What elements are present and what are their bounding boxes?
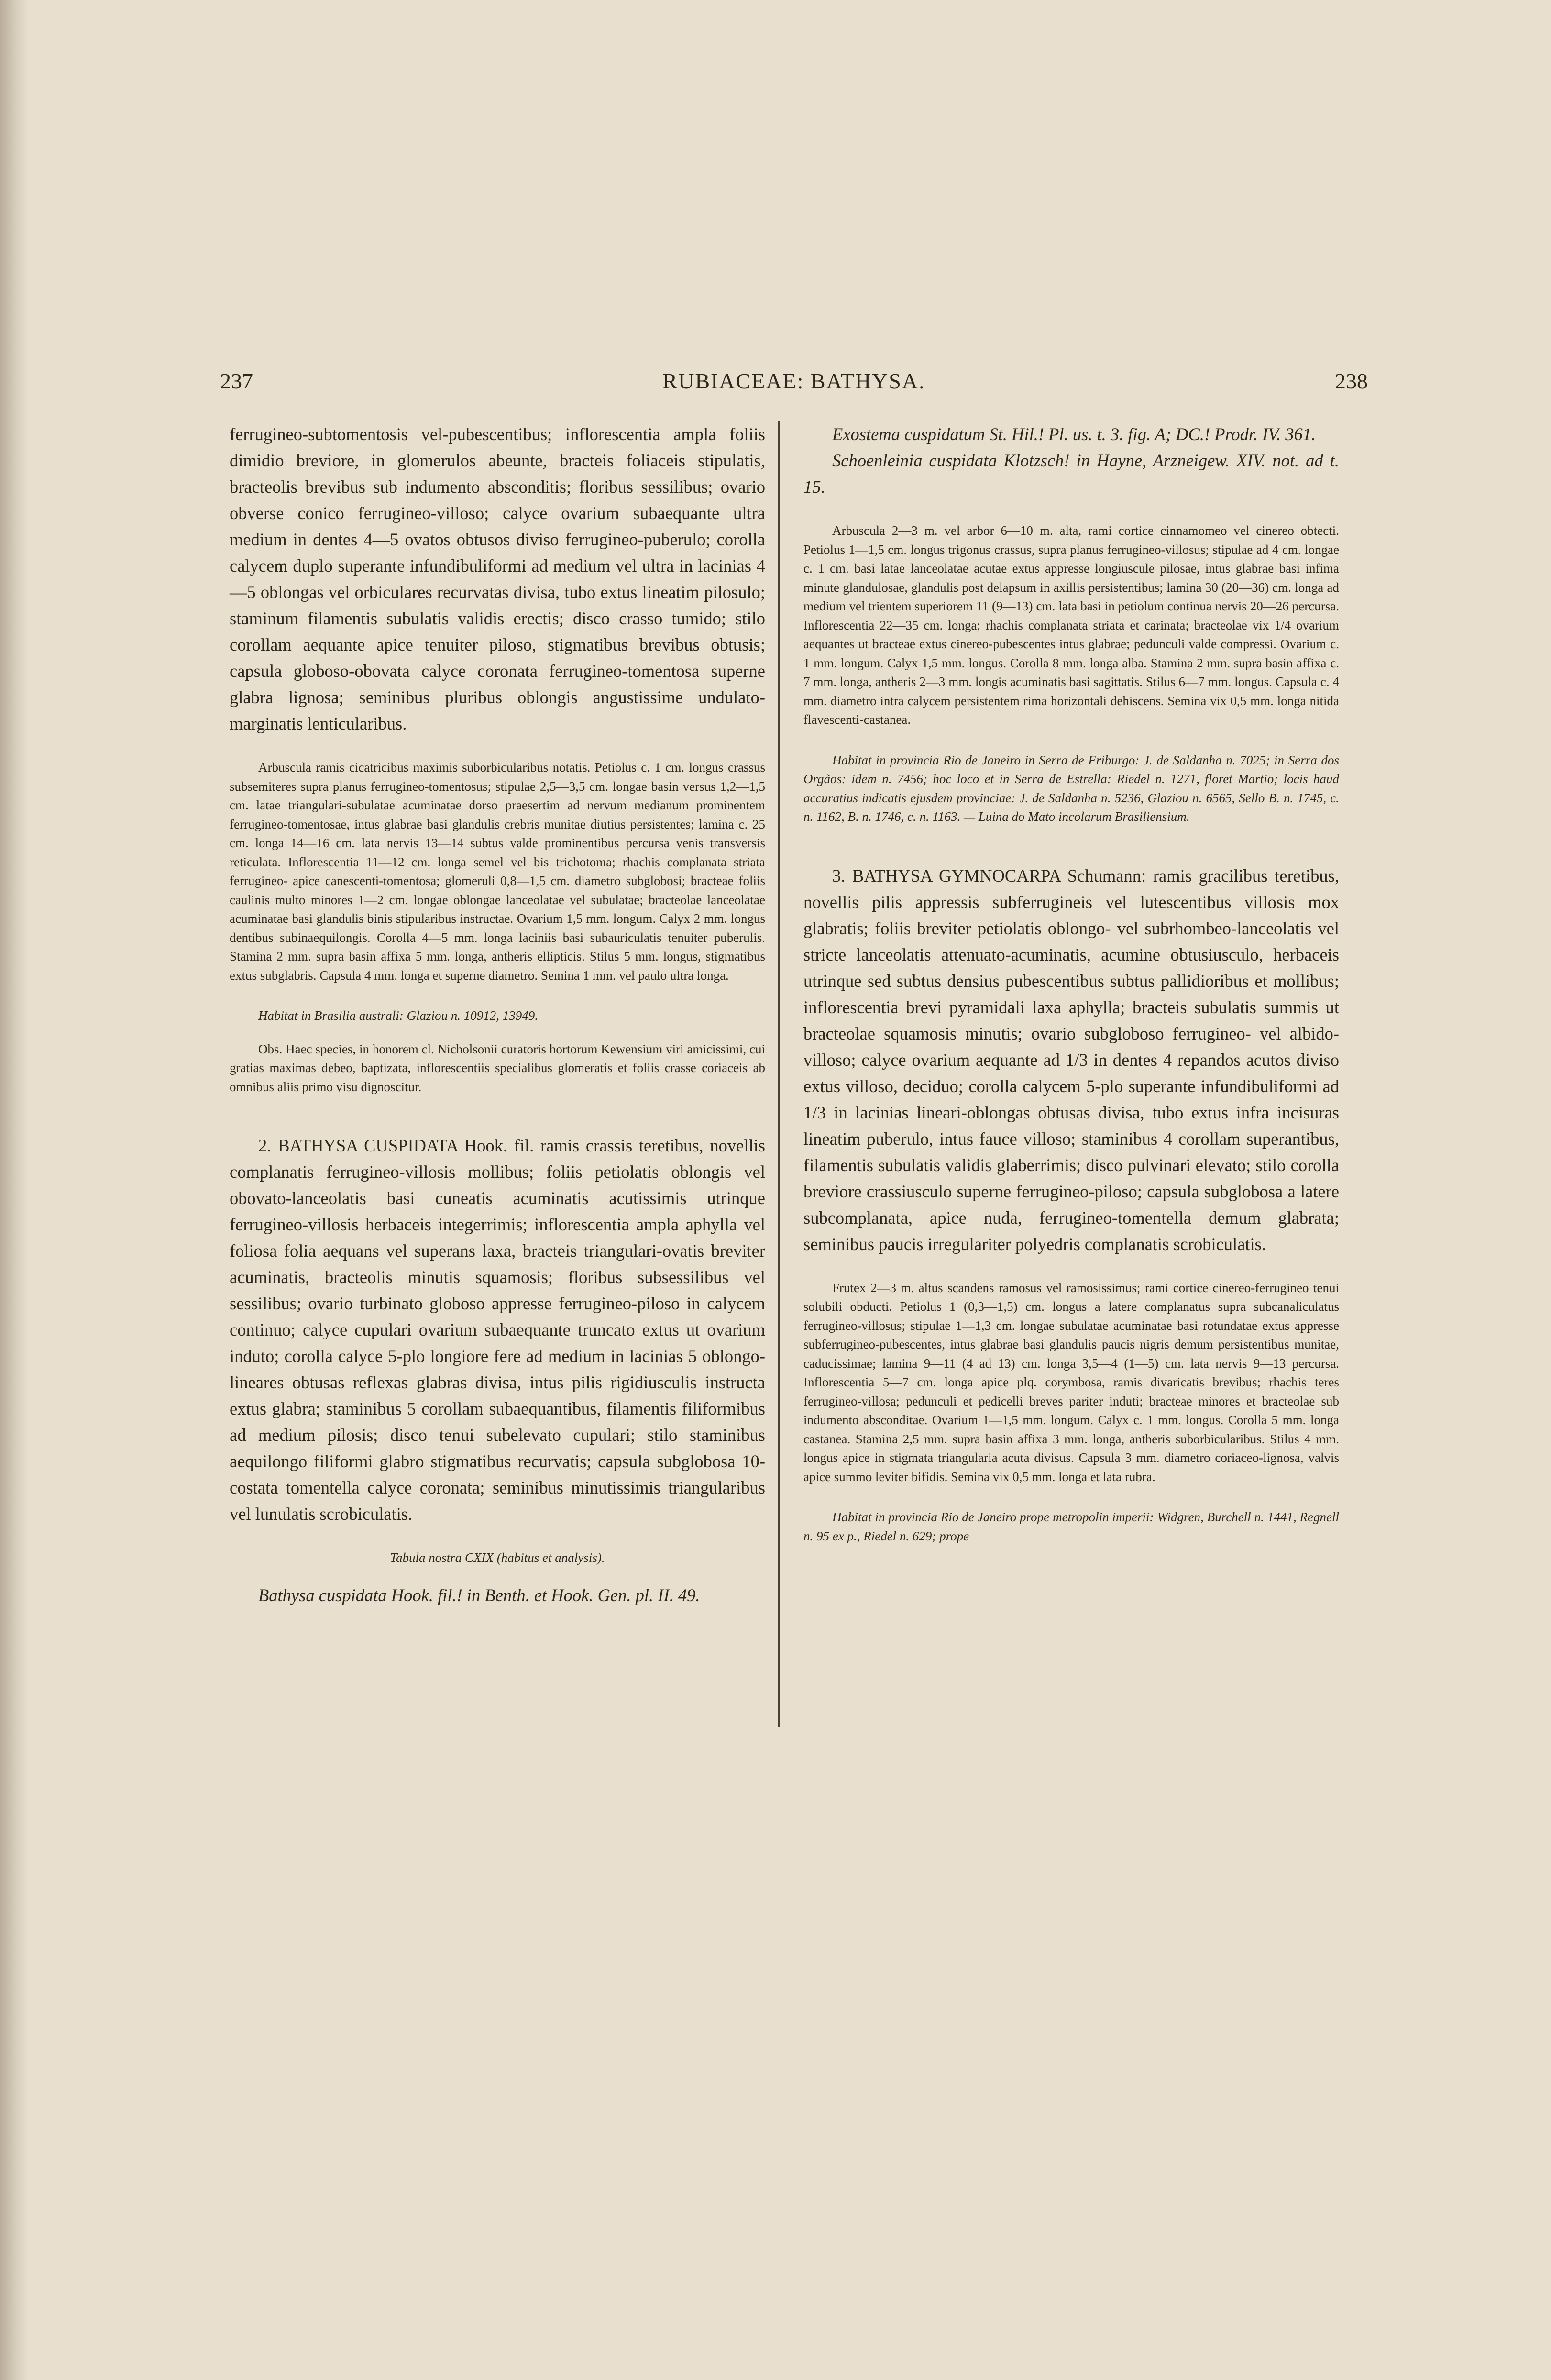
book-spine-shadow	[0, 0, 29, 2380]
species-3-description: 3. BATHYSA GYMNOCARPA Schumann: ramis gracilibus teretibus, novellis pilis appressis subferrugineis vel lutescentibus villosis mox glabratis; foliis breviter petiolatis oblongo- vel subrhombeo-lanceolatis vel stricte lanceolatis attenuato-acuminatis, acumine obtusiusculo, herbaceis utrinque sed subtus densius pubescentibus subtus pallidioribus et mollibus; inflorescentia brevi pyramidali laxa aphylla; bracteis subulatis summis ut bracteolae squamosis minutis; ovario subgloboso ferrugineo- vel albido-villoso; calyce ovarium aequante ad 1/3 in dentes 4 repandos acutos diviso extus villoso, deciduo; corolla calycem 5-plo superante infundibuliformi ad 1/3 in lacinias lineari-oblongas obtusas divisa, tubo extus infra incisuras lineatim puberulo, intus fauce villoso; staminibus 4 corollam superantibus, filamentis subulatis validis glaberrimis; disco pulvinari elevato; stilo corolla breviore crassiusculo superne ferrugineo-piloso; capsula subglobosa a latere subcomplanata, apice nuda, ferrugineo-tomentella demum glabrata; seminibus paucis irregulariter polyedris complanatis scrobiculatis.	[803, 865, 1339, 1254]
species-description-continued: ferrugineo-subtomentosis vel-pubescentibus; inflorescentia ampla foliis dimidio breviore, in glomerulos abeunte, bracteis foliaceis stipulatis, bracteolis brevibus sub indumento absconditis; floribus sessilibus; ovario obverse conico ferrugineo-villoso; calyce ovarium subaequante ultra medium in dentes 4—5 ovatos obtusos diviso ferrugineo-puberulo; corolla calycem duplo superante infundibuliformi ad medium vel ultra in lacinias 4—5 oblongas vel orbiculares recurvatas divisa, tubo extus lineatim pilosulo; staminum filamentis subulatis validis erectis; disco crasso tumido; stilo corollam aequante apice tenuiter piloso, stigmatibus brevibus obtusis; capsula globoso-obovata calyce coronata ferrugineo-tomentosa superne glabra lignosa; seminibus pluribus oblongis angustissime undulato-marginatis lenticularibus.	[230, 424, 765, 733]
synonym-exostema: Exostema cuspidatum St. Hil.! Pl. us. t. 3. fig. A; DC.! Prodr. IV. 361.	[832, 424, 1316, 444]
synonym-schoenleinia: Schoenleinia cuspidata Klotzsch! in Hayne, Arzneigew. XIV. not. ad t. 15.	[803, 451, 1339, 497]
left-column	[230, 421, 765, 1608]
right-column	[803, 421, 1339, 1546]
plate-reference: Tabula nostra CXIX (habitus et analysis).	[390, 1550, 605, 1565]
species-3-habitat: Habitat in provincia Rio de Janeiro prope metropolin imperii: Widgren, Burchell n. 1441, Regnell n. 95 ex p., Riedel n. 629; prope	[803, 1510, 1339, 1543]
species-3-morphology: Frutex 2—3 m. altus scandens ramosus vel ramosissimus; rami cortice cinereo-ferrugineo tenui solubili obducti. Petiolus 1 (0,3—1,5) cm. longus a latere complanatus supra subcanaliculatus ferrugineo-villosus; stipulae 1—1,3 cm. longae subulatae acuminatae basi rotundatae extus appresse subferrugineo-pubescentes, intus glabrae basi glandulis paucis nigris demum persistentibus munitae, caducissimae; lamina 9—11 (4 ad 13) cm. longa 3,5—4 (1—5) cm. lata nervis 9—13 percursa. Inflorescentia 5—7 cm. longa apice plq. corymbosa, ramis divaricatis brevibus; rhachis teres ferrugineo-villosa; pedunculi et pedicelli breves pariter induti; bracteae minores et bracteolae sub indumento absconditae. Ovarium 1—1,5 mm. longum. Calyx c. 1 mm. longus. Corolla 5 mm. longa castanea. Stamina 2,5 mm. supra basin affixa 3 mm. longa, antheris suborbicularibus. Stilus 4 mm. longus apice in stigmata triangularia acuta divisus. Capsula 3 mm. diametro coriaceo-lignosa, valvis apice summo leviter bifidis. Semina vix 0,5 mm. longa et lata rubra.	[803, 1280, 1339, 1484]
page-number-left: 237	[220, 369, 253, 393]
habitat-note: Habitat in Brasilia australi: Glaziou n. 10912, 13949.	[258, 1008, 539, 1023]
observation-note: Obs. Haec species, in honorem cl. Nicholsonii curatoris hortorum Kewensium viri amicissimi, cui gratias maximas debeo, baptizata, inflorescentiis specialibus glomeratis et foliis crasse coriaceis ab omnibus aliis primo visu dignoscitur.	[230, 1041, 765, 1094]
running-title: RUBIACEAE: BATHYSA.	[662, 369, 925, 393]
column-divider	[778, 421, 780, 1727]
page-number-right: 238	[1335, 369, 1368, 393]
species-2-habitat: Habitat in provincia Rio de Janeiro in Serra de Friburgo: J. de Saldanha n. 7025; in Serra dos Orgãos: idem n. 7456; hoc loco et in Serra de Estrella: Riedel n. 1271, floret Martio; locis haud accuratius indicatis ejusdem provinciae: J. de Saldanha n. 5236, Glaziou n. 6565, Sello B. n. 1745, c. n. 1162, B. n. 1746, c. n. 1163. — Luina do Mato incolarum Brasiliensium.	[803, 753, 1339, 824]
page-header	[220, 368, 1368, 407]
synonym-citation: Bathysa cuspidata Hook. fil.! in Benth. et Hook. Gen. pl. II. 49.	[258, 1585, 700, 1605]
morphology-details: Arbuscula ramis cicatricibus maximis suborbicularibus notatis. Petiolus c. 1 cm. longus crassus subsemiteres supra planus ferrugineo-tomentosus; stipulae 2,5—3,5 cm. longae basin versus 1,2—1,5 cm. latae triangulari-subulatae acuminatae dorso praesertim ad nervum medianum prominentem ferrugineo-tomentosae, intus glabrae basi glandulis crebris munitae diutius persistentes; lamina c. 25 cm. longa 14—16 cm. lata nervis 13—14 subtus valde prominentibus percursa venis transversis reticulata. Inflorescentia 11—12 cm. longa semel vel bis trichotoma; rhachis complanata striata ferrugineo- apice canescenti-tomentosa; glomeruli 0,8—1,5 cm. diametro subglobosi; bracteae foliis caulinis multo minores 1—2 cm. longae oblongae lanceolatae vel subulatae; bracteolae lanceolatae acuminatae basi glandulis binis stipularibus instructae. Ovarium 1,5 mm. longum. Calyx 2 mm. longus dentibus subinaequilongis. Corolla 4—5 mm. longa laciniis basi subauriculatis tenuiter puberulis. Stamina 2 mm. supra basin affixa 5 mm. longa, antheris ellipticis. Stilus 5 mm. longus, stigmatibus extus subglabris. Capsula 4 mm. longa et superne diametro. Semina 1 mm. vel paulo ultra longa.	[230, 760, 765, 983]
species-2-morphology: Arbuscula 2—3 m. vel arbor 6—10 m. alta, rami cortice cinnamomeo vel cinereo obtecti. Petiolus 1—1,5 cm. longus trigonus crassus, supra planus ferrugineo-villosus; stipulae ad 4 cm. longae c. 1 cm. basi latae lanceolatae acutae extus appresse longiuscule pilosae, intus glabrae basi infima minute glandulosae, glandulis post delapsum in axillis persistentibus; lamina 30 (20—36) cm. longa ad medium vel trientem superiorem 11 (9—13) cm. lata basi in petiolum continua nervis 20—26 percursa. Inflorescentia 22—35 cm. longa; rhachis complanata striata et carinata; bracteolae vix 1/4 ovarium aequantes ut bracteae extus cinereo-pubescentes intus glabrae; pedunculi valde compressi. Ovarium c. 1 mm. longum. Calyx 1,5 mm. longus. Corolla 8 mm. longa alba. Stamina 2 mm. supra basin affixa c. 7 mm. longa, antheris 2—3 mm. longis acuminatis basi sagittatis. Stilus 6—7 mm. longus. Capsula c. 4 mm. diametro intra calycem persistentem rima horizontali dehiscens. Semina vix 0,5 mm. longa nitida flavescenti-castanea.	[803, 523, 1339, 727]
species-2-description: 2. BATHYSA CUSPIDATA Hook. fil. ramis crassis teretibus, novellis complanatis ferrugineo-villosis mollibus; foliis petiolatis oblongis vel obovato-lanceolatis basi cuneatis acuminatis acutissimis utrinque ferrugineo-villosis herbaceis integerrimis; inflorescentia ampla aphylla vel foliosa folia aequans vel superans laxa, bracteis triangulari-ovatis breviter acuminatis, bracteolis minutis squamosis; floribus subsessilibus vel sessilibus; ovario turbinato globoso appresse ferrugineo-piloso in calycem continuo; calyce cupulari ovarium subaequante truncato extus ut ovarium induto; corolla calyce 5-plo longiore fere ad medium in lacinias 5 oblongo-lineares obtusas reflexas glabras divisa, intus pilis rigidiusculis instructa extus glabra; staminibus 5 corollam subaequantibus, filamentis filiformibus ad medium pilosis; disco tenui subelevato cupulari; stilo staminibus aequilongo filiformi glabro stigmatibus recurvatis; capsula subglobosa 10-costata tomentella calyce coronata; seminibus minutissimis triangularibus vel lunulatis scrobiculatis.	[230, 1136, 765, 1524]
